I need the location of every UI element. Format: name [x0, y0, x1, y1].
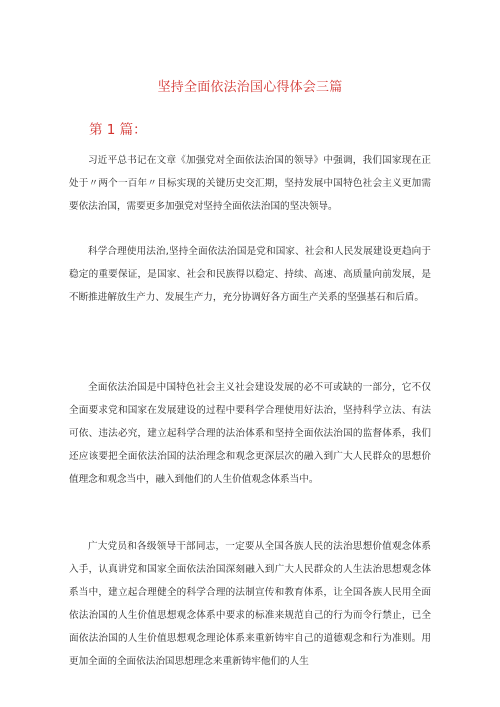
paragraph-3: 全面依法治国是中国特色社会主义社会建设发展的必不可或缺的一部分，它不仅全面要求党和国家在发展建设的过程中要科学合理使用好法治，坚持科学立法、有法可依、违法必究，建立起科学合理的法治体系和坚持全面依法治国的监督体系，我们还应该要把全面依法治国的法治理念和观念更深层次的融入到广大人民群众的思想价值理念和观念当中，融入到他们的人生价值观念体系当中。 — [69, 382, 431, 485]
paragraph-2: 科学合理使用法治,坚持全面依法治国是党和国家、社会和人民发展建设更趋向于稳定的重要保证，是国家、社会和民族得以稳定、持续、高速、高质量向前发展，是不断推进解放生产力、发展生产力，充分协调好各方面生产关系的坚强基石和后盾。 — [69, 246, 431, 303]
paragraph-1: 习近平总书记在文章《加强党对全面依法治国的领导》中强调，我们国家现在正处于〃两个一百年〃目标实现的关键历史交汇期，坚持发展中国特色社会主义更加需要依法治国，需要更多加强党对坚持全面依法治国的坚决领导。 — [69, 155, 431, 212]
paragraph-4: 广大党员和各级领导干部同志，一定要从全国各族人民的法治思想价值观念体系入手，认真讲党和国家全面依法治国深刻融入到广大人民群众的人生法治思想观念体系当中，建立起合理健全的科学合理的法制宣传和教育体系，让全国各族人民用全面依法治国的人生价值思想观念体系中要求的标准来规范自己的行为而令行禁止，已全面依法治国的人生价值思想观念理论体系来重新铸牢自己的道德观念和行为准则。用更加全面的全面依法治国思想理念来重新铸牢他们的人生 — [69, 541, 431, 667]
section-heading: 第 1 篇： — [89, 122, 147, 138]
document-title: 坚持全面依法治国心得体会三篇 — [157, 80, 343, 95]
